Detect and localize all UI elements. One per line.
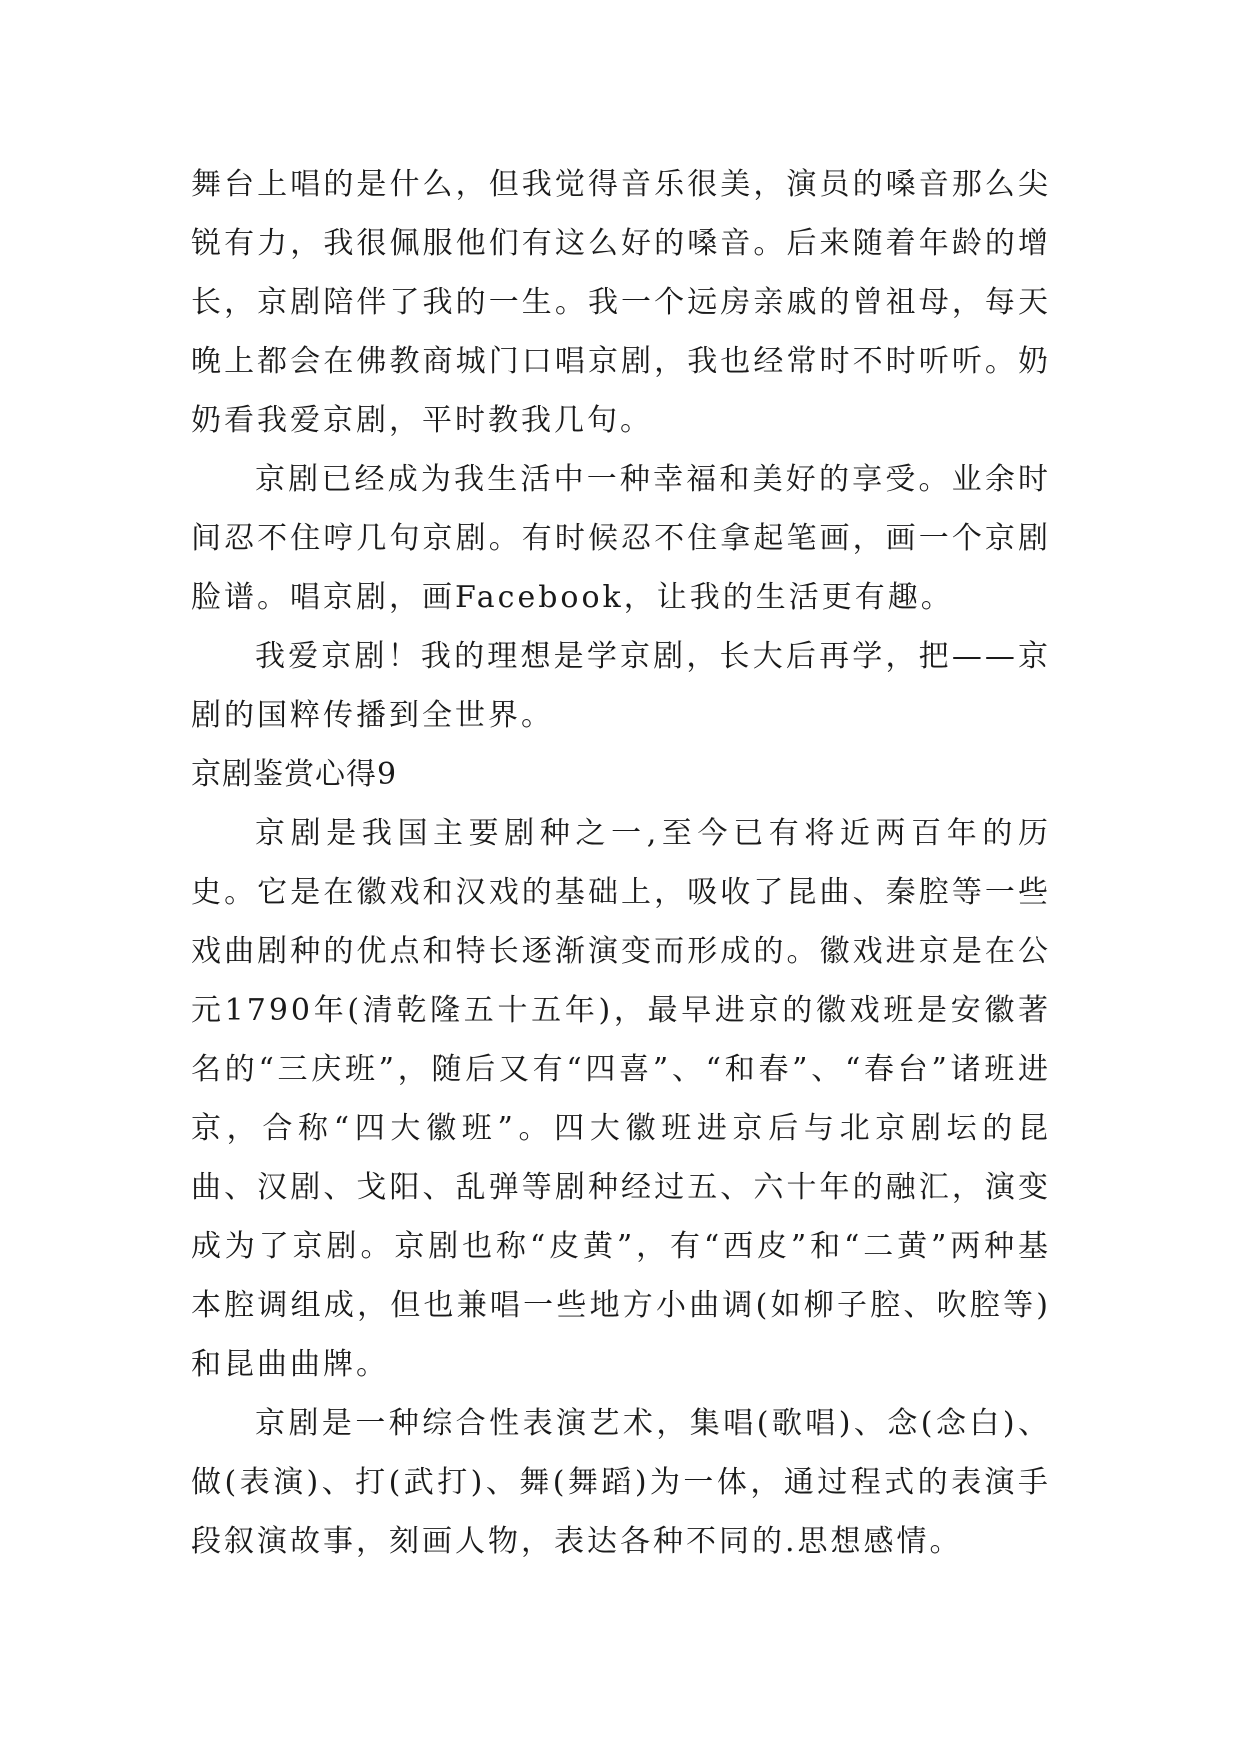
section-heading: 京剧鉴赏心得9 [191, 757, 398, 792]
paragraph-continuation: 舞台上唱的是什么，但我觉得音乐很美，演员的嗓音那么尖锐有力，我很佩服他们有这么好的嗓音。后来随着年龄的增长，京剧陪伴了我的一生。我一个远房亲戚的曾祖母，每天晚上都会在佛教商城门口唱京剧，我也经常时不时听听。奶奶看我爱京剧，平时教我几句。 [191, 167, 1051, 438]
paragraph-peking-opera-enjoyment: 京剧已经成为我生活中一种幸福和美好的享受。业余时间忍不住哼几句京剧。有时候忍不住拿起笔画，画一个京剧脸谱。唱京剧，画Facebook，让我的生活更有趣。 [191, 462, 1051, 615]
paragraph-performance-art: 京剧是一种综合性表演艺术，集唱(歌唱)、念(念白)、做(表演)、打(武打)、舞(舞蹈)为一体，通过程式的表演手段叙演故事，刻画人物，表达各种不同的.思想感情。 [191, 1406, 1051, 1559]
document-body [191, 155, 1051, 1571]
paragraph-history: 京剧是我国主要剧种之一,至今已有将近两百年的历史。它是在徽戏和汉戏的基础上，吸收了昆曲、秦腔等一些戏曲剧种的优点和特长逐渐演变而形成的。徽戏进京是在公元1790年(清乾隆五十五年)，最早进京的徽戏班是安徽著名的“三庆班”，随后又有“四喜”、“和春”、“春台”诸班进京，合称“四大徽班”。四大徽班进京后与北京剧坛的昆曲、汉剧、戈阳、乱弹等剧种经过五、六十年的融汇，演变成为了京剧。京剧也称“皮黄”，有“西皮”和“二黄”两种基本腔调组成，但也兼唱一些地方小曲调(如柳子腔、吹腔等)和昆曲曲牌。 [191, 816, 1051, 1382]
paragraph-love-peking-opera: 我爱京剧！我的理想是学京剧，长大后再学，把——京剧的国粹传播到全世界。 [191, 639, 1051, 733]
